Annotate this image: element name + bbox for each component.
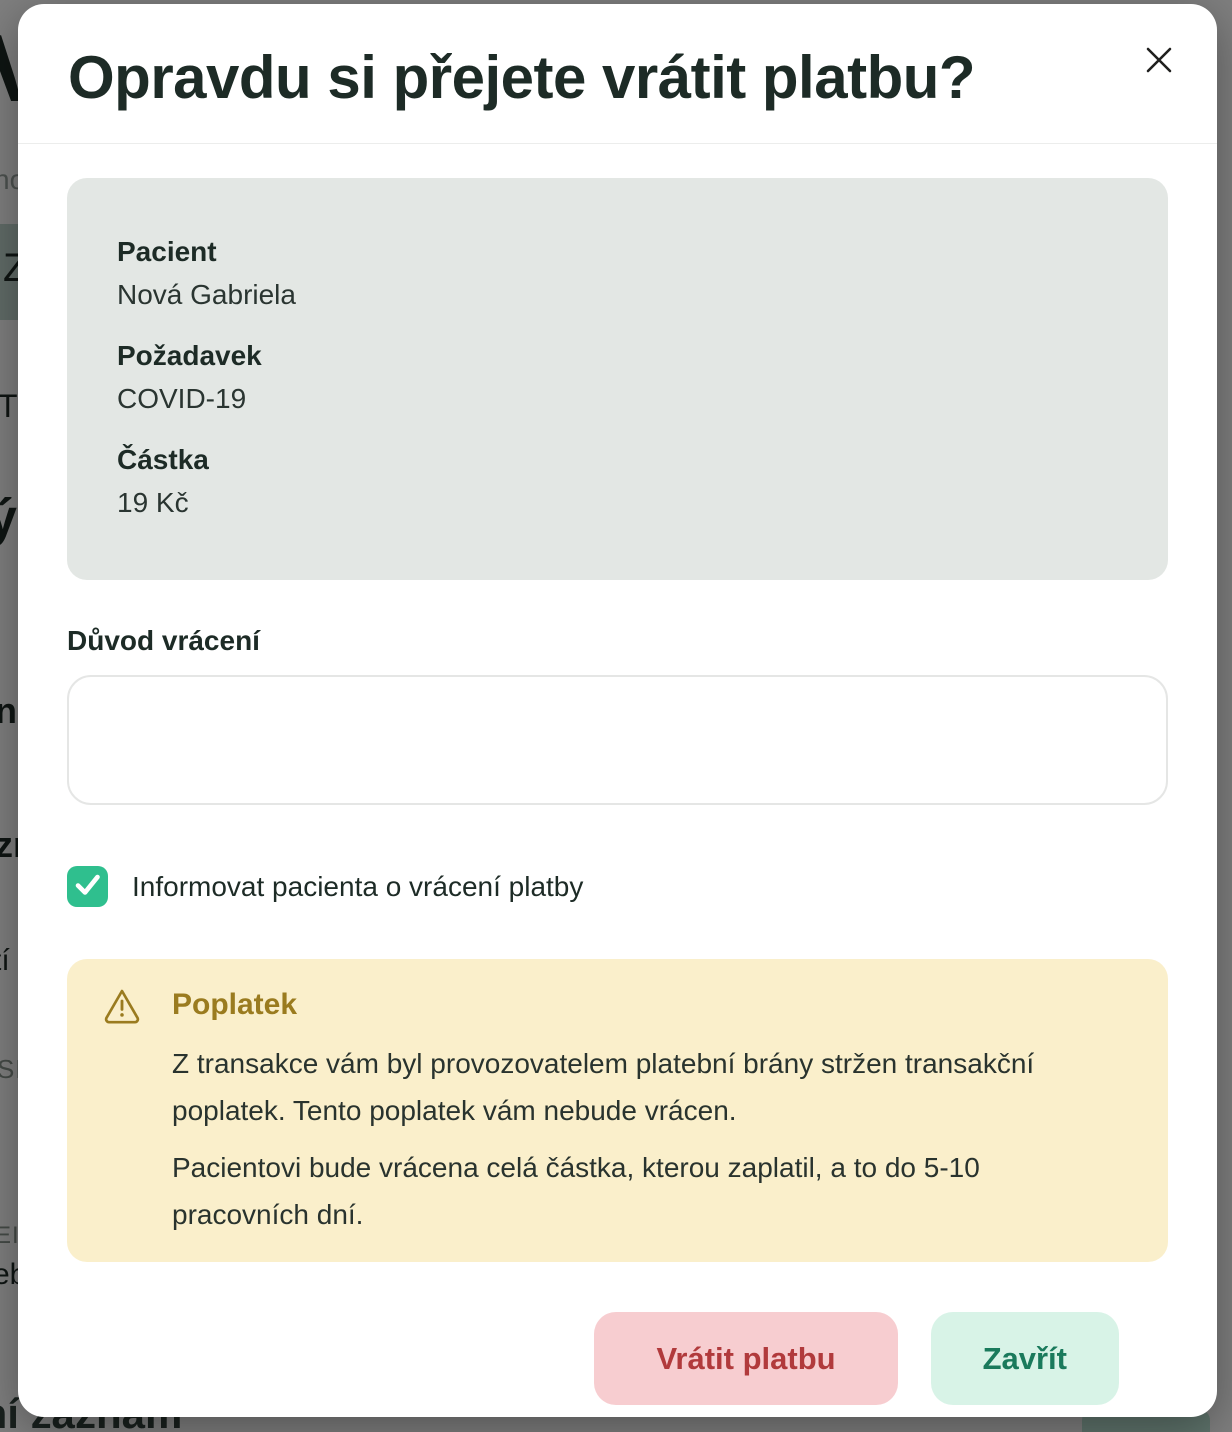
close-icon (1142, 43, 1176, 77)
notice-header (102, 985, 1128, 1025)
summary-value: COVID-19 (117, 383, 247, 414)
dialog-body (18, 144, 1217, 1405)
refund-reason-textarea[interactable] (67, 675, 1168, 805)
summary-row-request (117, 338, 1118, 416)
summary-label: Pacient (117, 236, 217, 267)
refund-reason-label: Důvod vrácení (67, 625, 260, 656)
summary-value: 19 Kč (117, 487, 189, 518)
summary-label: Částka (117, 444, 209, 475)
dialog-header (18, 4, 1217, 144)
notice-title: Poplatek (172, 988, 298, 1021)
checkbox-checked[interactable] (67, 866, 108, 907)
summary-row-amount (117, 442, 1118, 520)
payment-summary-card (67, 178, 1168, 580)
warning-icon (102, 985, 142, 1025)
summary-value: Nová Gabriela (117, 279, 296, 310)
close-button[interactable] (1131, 32, 1187, 88)
dialog-title: Opravdu si přejete vrátit platbu? (68, 44, 976, 111)
notify-patient-checkbox-row[interactable] (67, 866, 1168, 907)
dialog-actions (67, 1312, 1168, 1405)
notice-paragraph: Pacientovi bude vrácena celá částka, kterou zaplatil, a to do 5-10 pracovních dní. (172, 1152, 980, 1230)
notify-patient-checkbox-label: Informovat pacienta o vrácení platby (132, 870, 584, 902)
checkmark-icon (67, 864, 108, 910)
close-dialog-button[interactable]: Zavřít (931, 1312, 1119, 1405)
notice-paragraph: Z transakce vám byl provozovatelem platební brány stržen transakční poplatek. Tento poplatek vám nebude vrácen. (172, 1048, 1035, 1126)
summary-label: Požadavek (117, 340, 262, 371)
refund-payment-button[interactable]: Vrátit platbu (594, 1312, 897, 1405)
fee-warning-notice (67, 959, 1168, 1262)
refund-confirmation-dialog (18, 4, 1217, 1417)
summary-row-patient (117, 234, 1118, 312)
notice-body (172, 1040, 1117, 1238)
